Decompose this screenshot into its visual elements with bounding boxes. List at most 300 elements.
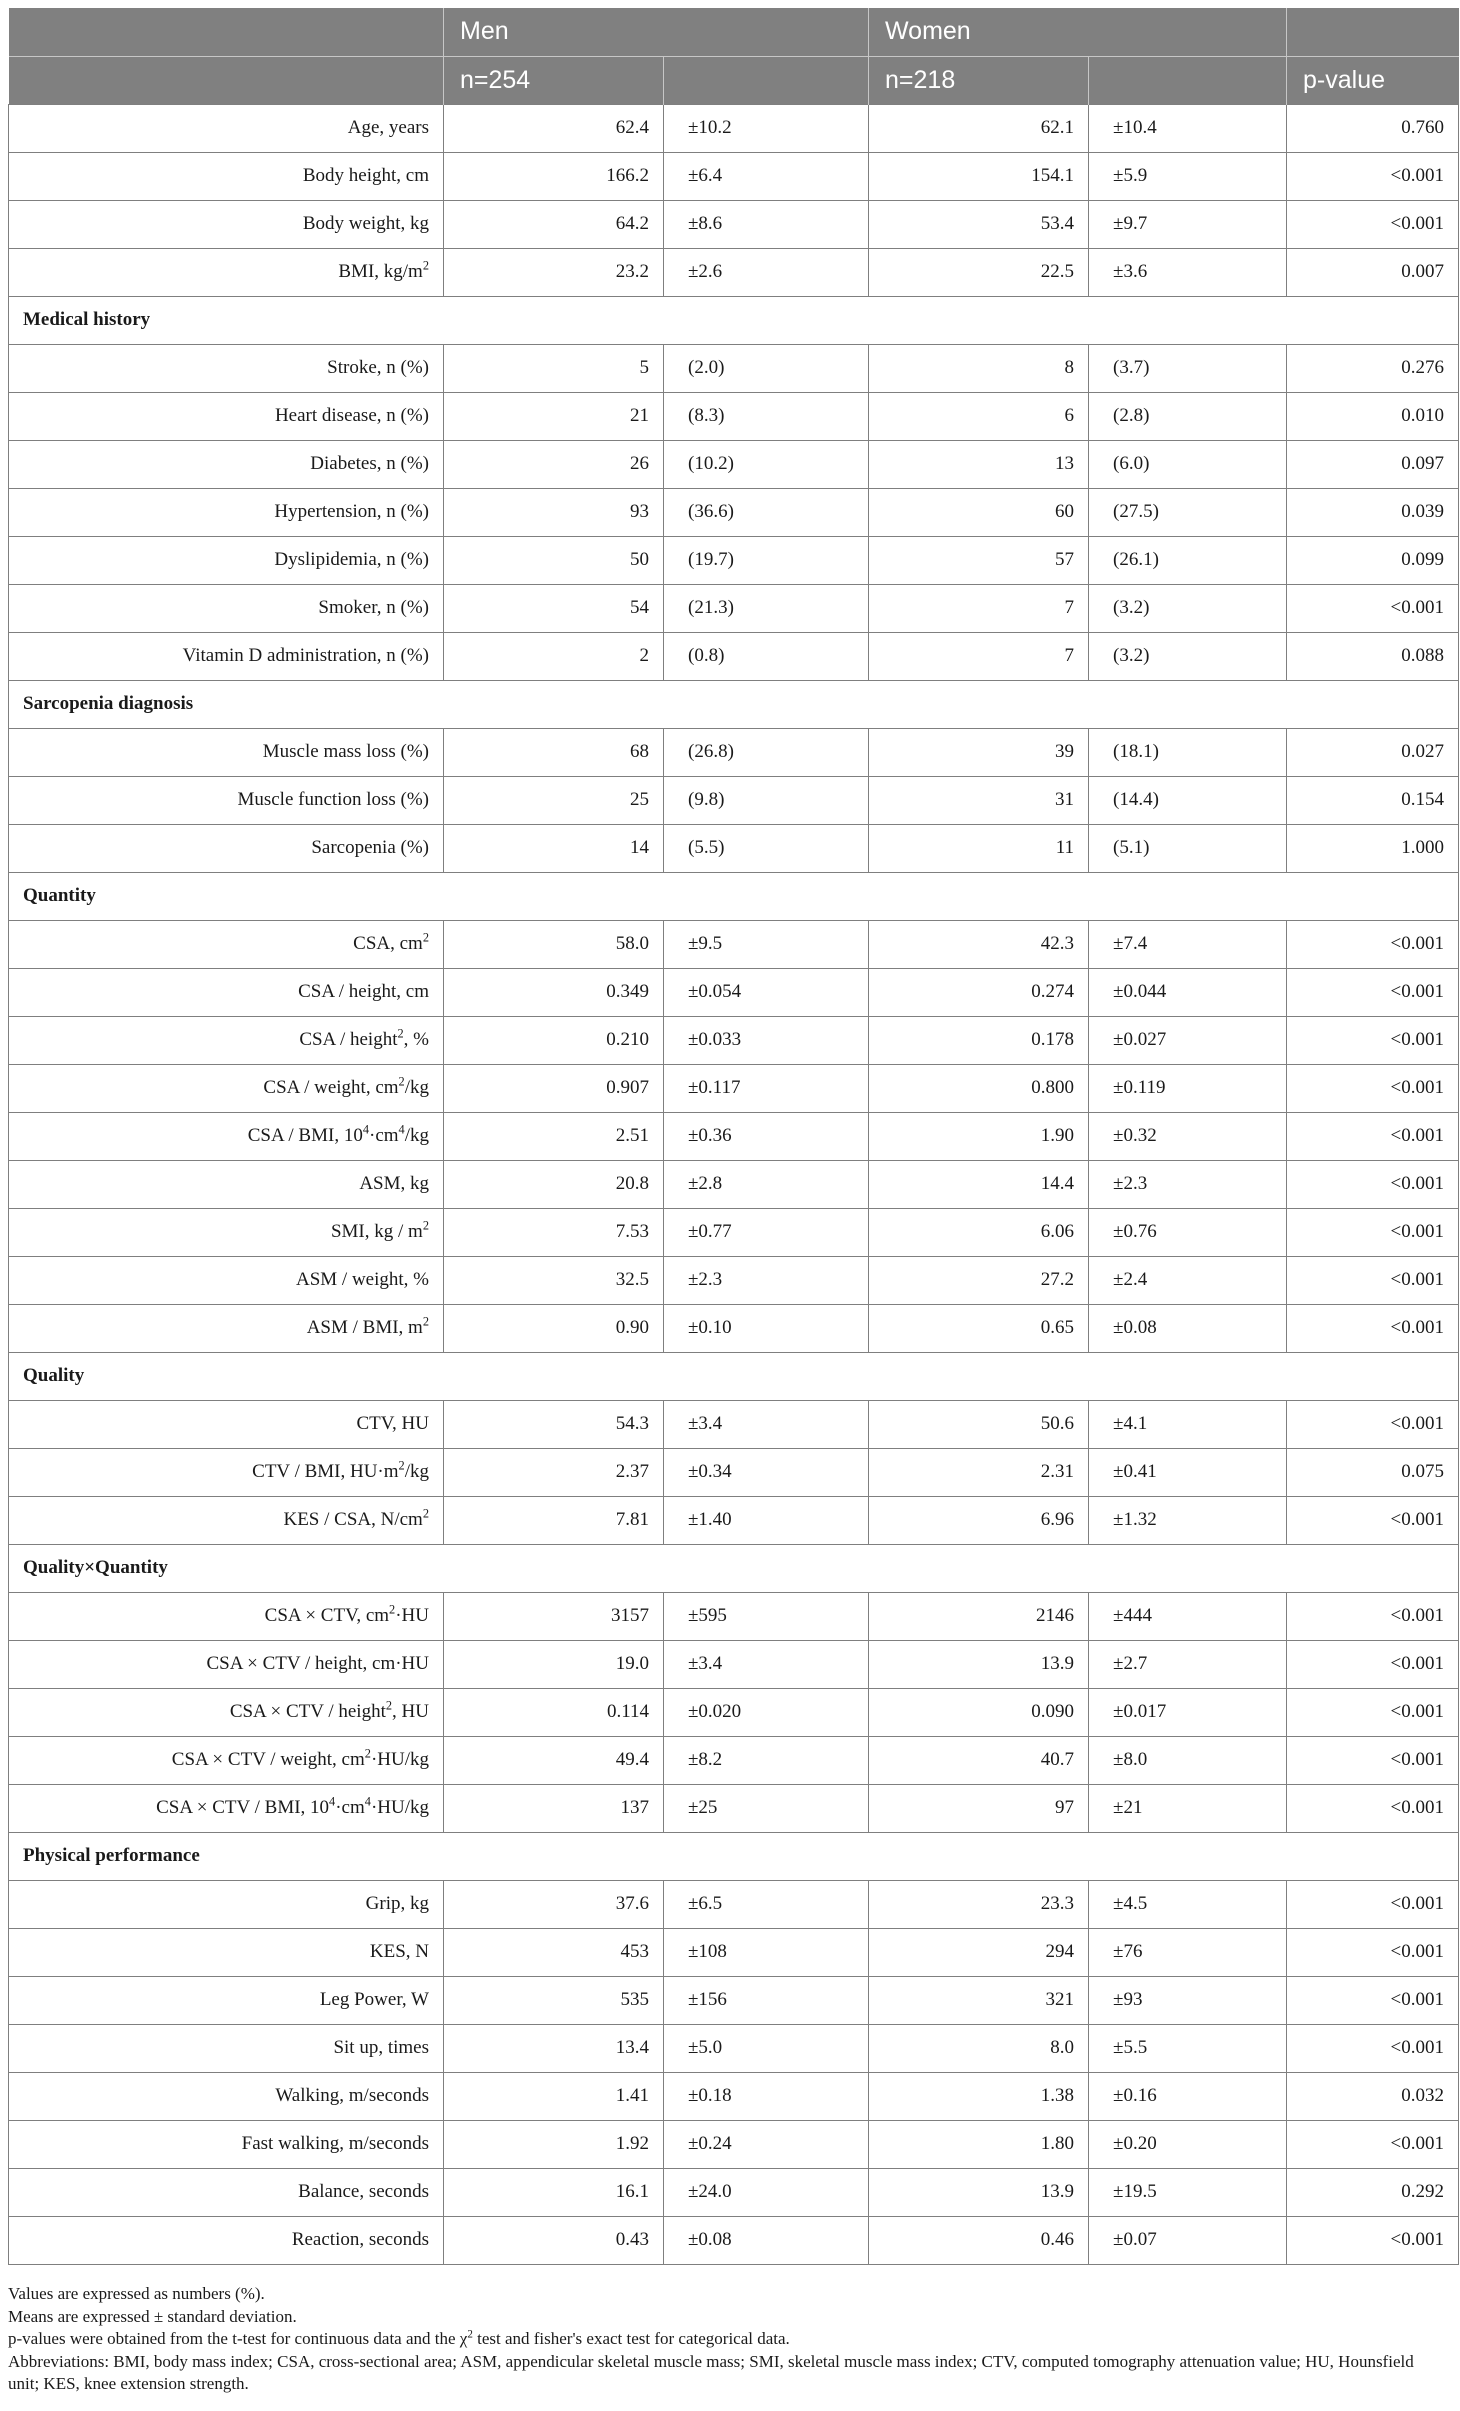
header-row-1	[9, 8, 1459, 56]
table-row	[9, 776, 1459, 824]
men-sd: ±3.4	[664, 1640, 869, 1688]
p-value: 1.000	[1287, 824, 1459, 872]
table-row	[9, 1784, 1459, 1832]
row-label: Sarcopenia (%)	[9, 824, 444, 872]
women-value: 13.9	[869, 1640, 1089, 1688]
women-value: 0.800	[869, 1064, 1089, 1112]
section-heading: Quality	[9, 1352, 1459, 1400]
p-value: <0.001	[1287, 1208, 1459, 1256]
women-value: 14.4	[869, 1160, 1089, 1208]
men-sd: (5.5)	[664, 824, 869, 872]
men-sd: (36.6)	[664, 488, 869, 536]
row-label: CSA × CTV / BMI, $10^4\cdot cm^4\cdot HU/kg$	[9, 1784, 444, 1832]
p-value: <0.001	[1287, 584, 1459, 632]
p-value: <0.001	[1287, 1400, 1459, 1448]
table-row	[9, 968, 1459, 1016]
table-row	[9, 1592, 1459, 1640]
table-row	[9, 2120, 1459, 2168]
header-pvalue: p-value	[1287, 56, 1459, 104]
row-label: Fast walking, m/seconds	[9, 2120, 444, 2168]
section-row	[9, 1544, 1459, 1592]
men-sd: (26.8)	[664, 728, 869, 776]
section-row	[9, 1832, 1459, 1880]
women-value: 8	[869, 344, 1089, 392]
men-sd: ±9.5	[664, 920, 869, 968]
p-value: 0.032	[1287, 2072, 1459, 2120]
women-value: 2146	[869, 1592, 1089, 1640]
women-sd: ±0.07	[1089, 2216, 1287, 2264]
women-sd: ±93	[1089, 1976, 1287, 2024]
women-sd: ±0.20	[1089, 2120, 1287, 2168]
table-row	[9, 728, 1459, 776]
men-value: 7.81	[444, 1496, 664, 1544]
men-value: 20.8	[444, 1160, 664, 1208]
men-sd: ±5.0	[664, 2024, 869, 2072]
women-sd: ±0.32	[1089, 1112, 1287, 1160]
p-value: <0.001	[1287, 968, 1459, 1016]
men-sd: (2.0)	[664, 344, 869, 392]
p-value: <0.001	[1287, 1976, 1459, 2024]
women-value: 13	[869, 440, 1089, 488]
men-sd: ±2.6	[664, 248, 869, 296]
row-label: ASM / weight, %	[9, 1256, 444, 1304]
section-row	[9, 1352, 1459, 1400]
women-sd: ±0.044	[1089, 968, 1287, 1016]
row-label: CSA × CTV, $cm^2\cdot HU$	[9, 1592, 444, 1640]
women-sd: (27.5)	[1089, 488, 1287, 536]
women-value: 42.3	[869, 920, 1089, 968]
men-value: 21	[444, 392, 664, 440]
men-value: 68	[444, 728, 664, 776]
women-sd: ±21	[1089, 1784, 1287, 1832]
table-row	[9, 1640, 1459, 1688]
men-value: 49.4	[444, 1736, 664, 1784]
women-sd: ±5.9	[1089, 152, 1287, 200]
women-sd: ±0.76	[1089, 1208, 1287, 1256]
p-value: 0.099	[1287, 536, 1459, 584]
men-sd: (19.7)	[664, 536, 869, 584]
men-sd: ±0.033	[664, 1016, 869, 1064]
p-value: <0.001	[1287, 1304, 1459, 1352]
men-value: 13.4	[444, 2024, 664, 2072]
section-heading: Physical performance	[9, 1832, 1459, 1880]
header-empty-cell	[9, 56, 444, 104]
women-sd: ±0.119	[1089, 1064, 1287, 1112]
p-value: 0.154	[1287, 776, 1459, 824]
women-sd: (3.2)	[1089, 632, 1287, 680]
row-label: CSA × CTV / height, cm·HU	[9, 1640, 444, 1688]
p-value: 0.007	[1287, 248, 1459, 296]
table-row	[9, 2072, 1459, 2120]
women-value: 50.6	[869, 1400, 1089, 1448]
row-label: KES / CSA, $N/cm^2$	[9, 1496, 444, 1544]
men-value: 137	[444, 1784, 664, 1832]
table-row	[9, 632, 1459, 680]
women-sd: ±0.017	[1089, 1688, 1287, 1736]
header-men-n: n=254	[444, 56, 664, 104]
table-row	[9, 200, 1459, 248]
footnote-line: p-values were obtained from the t-test for continuous data and the $\chi^2$ test and fisher's exact test for categorical data.	[8, 2328, 790, 2348]
p-value: <0.001	[1287, 1016, 1459, 1064]
men-sd: ±10.2	[664, 104, 869, 152]
header-men: Men	[444, 8, 869, 56]
table-row	[9, 584, 1459, 632]
women-sd: (6.0)	[1089, 440, 1287, 488]
table-row	[9, 536, 1459, 584]
section-row	[9, 872, 1459, 920]
table-row	[9, 1064, 1459, 1112]
characteristics-table	[8, 8, 1459, 2265]
women-value: 27.2	[869, 1256, 1089, 1304]
p-value: <0.001	[1287, 1640, 1459, 1688]
row-label: CSA, $cm^2$	[9, 920, 444, 968]
men-sd: ±2.3	[664, 1256, 869, 1304]
header-women: Women	[869, 8, 1287, 56]
p-value: <0.001	[1287, 1928, 1459, 1976]
row-label: Dyslipidemia, n (%)	[9, 536, 444, 584]
table-row	[9, 1256, 1459, 1304]
women-value: 154.1	[869, 152, 1089, 200]
men-sd: ±156	[664, 1976, 869, 2024]
women-sd: ±0.08	[1089, 1304, 1287, 1352]
p-value: 0.097	[1287, 440, 1459, 488]
table-row	[9, 1928, 1459, 1976]
footnote-line: Means are expressed ± standard deviation.	[8, 2306, 297, 2326]
p-value: <0.001	[1287, 920, 1459, 968]
women-value: 23.3	[869, 1880, 1089, 1928]
women-sd: (18.1)	[1089, 728, 1287, 776]
men-value: 0.210	[444, 1016, 664, 1064]
section-row	[9, 296, 1459, 344]
men-sd: (0.8)	[664, 632, 869, 680]
men-value: 16.1	[444, 2168, 664, 2216]
women-value: 97	[869, 1784, 1089, 1832]
men-value: 0.43	[444, 2216, 664, 2264]
p-value: 0.088	[1287, 632, 1459, 680]
men-sd: ±25	[664, 1784, 869, 1832]
men-sd: ±0.08	[664, 2216, 869, 2264]
men-sd: ±595	[664, 1592, 869, 1640]
women-sd: ±1.32	[1089, 1496, 1287, 1544]
women-sd: ±2.4	[1089, 1256, 1287, 1304]
men-sd: ±3.4	[664, 1400, 869, 1448]
p-value: <0.001	[1287, 2024, 1459, 2072]
row-label: Leg Power, W	[9, 1976, 444, 2024]
row-label: Stroke, n (%)	[9, 344, 444, 392]
women-value: 53.4	[869, 200, 1089, 248]
row-label: CSA × CTV / height$^2$, HU	[9, 1688, 444, 1736]
women-value: 0.274	[869, 968, 1089, 1016]
table-row	[9, 1400, 1459, 1448]
men-value: 26	[444, 440, 664, 488]
p-value: 0.010	[1287, 392, 1459, 440]
row-label: CSA / BMI, $10^4\cdot cm^4/kg$	[9, 1112, 444, 1160]
row-label: Body height, cm	[9, 152, 444, 200]
women-value: 13.9	[869, 2168, 1089, 2216]
p-value: <0.001	[1287, 2120, 1459, 2168]
row-label: CSA / height, cm	[9, 968, 444, 1016]
women-value: 1.90	[869, 1112, 1089, 1160]
men-value: 5	[444, 344, 664, 392]
women-sd: ±7.4	[1089, 920, 1287, 968]
p-value: <0.001	[1287, 1880, 1459, 1928]
women-value: 1.80	[869, 2120, 1089, 2168]
men-sd: ±1.40	[664, 1496, 869, 1544]
row-label: CSA × CTV / weight, $cm^2\cdot HU/kg$	[9, 1736, 444, 1784]
footnote-line: Abbreviations: BMI, body mass index; CSA, cross-sectional area; ASM, appendicular skeletal muscle mass; SMI, skeletal muscle mass index; CTV, computed tomography attenuation value; HU, Hounsfield unit; KES, knee extension strength.	[8, 2351, 1414, 2393]
table-row	[9, 1208, 1459, 1256]
women-value: 294	[869, 1928, 1089, 1976]
men-value: 1.41	[444, 2072, 664, 2120]
p-value: 0.276	[1287, 344, 1459, 392]
women-value: 40.7	[869, 1736, 1089, 1784]
women-sd: ±0.16	[1089, 2072, 1287, 2120]
row-label: Smoker, n (%)	[9, 584, 444, 632]
women-sd: (5.1)	[1089, 824, 1287, 872]
header-women-n: n=218	[869, 56, 1089, 104]
table-row	[9, 440, 1459, 488]
row-label: CSA / weight, $cm^2/kg$	[9, 1064, 444, 1112]
men-value: 2.51	[444, 1112, 664, 1160]
men-value: 23.2	[444, 248, 664, 296]
women-value: 60	[869, 488, 1089, 536]
men-sd: ±6.5	[664, 1880, 869, 1928]
men-sd: ±0.18	[664, 2072, 869, 2120]
women-value: 8.0	[869, 2024, 1089, 2072]
men-sd: ±0.77	[664, 1208, 869, 1256]
women-sd: ±9.7	[1089, 200, 1287, 248]
men-value: 62.4	[444, 104, 664, 152]
row-label: Hypertension, n (%)	[9, 488, 444, 536]
section-heading: Quantity	[9, 872, 1459, 920]
table-row	[9, 392, 1459, 440]
header-row-2	[9, 56, 1459, 104]
men-value: 2.37	[444, 1448, 664, 1496]
men-sd: ±0.24	[664, 2120, 869, 2168]
women-sd: ±8.0	[1089, 1736, 1287, 1784]
table-row	[9, 824, 1459, 872]
table-row	[9, 1688, 1459, 1736]
women-sd: ±2.3	[1089, 1160, 1287, 1208]
women-sd: (3.7)	[1089, 344, 1287, 392]
men-value: 32.5	[444, 1256, 664, 1304]
men-sd: ±108	[664, 1928, 869, 1976]
men-value: 19.0	[444, 1640, 664, 1688]
row-label: ASM, kg	[9, 1160, 444, 1208]
footnote-line: Values are expressed as numbers (%).	[8, 2284, 265, 2303]
women-sd: ±2.7	[1089, 1640, 1287, 1688]
men-sd: ±8.2	[664, 1736, 869, 1784]
row-label: Muscle function loss (%)	[9, 776, 444, 824]
women-value: 7	[869, 632, 1089, 680]
women-sd: ±19.5	[1089, 2168, 1287, 2216]
table-row	[9, 2024, 1459, 2072]
men-sd: (9.8)	[664, 776, 869, 824]
women-value: 321	[869, 1976, 1089, 2024]
row-label: Reaction, seconds	[9, 2216, 444, 2264]
p-value: <0.001	[1287, 1784, 1459, 1832]
women-value: 6	[869, 392, 1089, 440]
row-label: BMI, $kg/m^2$	[9, 248, 444, 296]
men-sd: ±6.4	[664, 152, 869, 200]
women-value: 39	[869, 728, 1089, 776]
men-sd: (21.3)	[664, 584, 869, 632]
men-value: 54	[444, 584, 664, 632]
men-sd: ±0.117	[664, 1064, 869, 1112]
women-sd: ±4.5	[1089, 1880, 1287, 1928]
p-value: <0.001	[1287, 1160, 1459, 1208]
p-value: <0.001	[1287, 1112, 1459, 1160]
table-row	[9, 1016, 1459, 1064]
men-sd: ±0.36	[664, 1112, 869, 1160]
men-sd: ±24.0	[664, 2168, 869, 2216]
women-sd: (2.8)	[1089, 392, 1287, 440]
men-value: 2	[444, 632, 664, 680]
men-value: 93	[444, 488, 664, 536]
men-sd: (10.2)	[664, 440, 869, 488]
row-label: Muscle mass loss (%)	[9, 728, 444, 776]
women-sd: ±5.5	[1089, 2024, 1287, 2072]
women-value: 6.06	[869, 1208, 1089, 1256]
women-sd: (14.4)	[1089, 776, 1287, 824]
row-label: Age, years	[9, 104, 444, 152]
men-sd: (8.3)	[664, 392, 869, 440]
men-sd: ±0.054	[664, 968, 869, 1016]
women-sd: ±0.41	[1089, 1448, 1287, 1496]
table-row	[9, 152, 1459, 200]
table-row	[9, 1304, 1459, 1352]
women-sd: ±0.027	[1089, 1016, 1287, 1064]
p-value: <0.001	[1287, 1256, 1459, 1304]
row-label: CTV, HU	[9, 1400, 444, 1448]
women-value: 0.65	[869, 1304, 1089, 1352]
p-value: <0.001	[1287, 1688, 1459, 1736]
table-body	[9, 104, 1459, 2264]
men-value: 0.907	[444, 1064, 664, 1112]
women-value: 31	[869, 776, 1089, 824]
table-row	[9, 1112, 1459, 1160]
men-value: 58.0	[444, 920, 664, 968]
men-value: 453	[444, 1928, 664, 1976]
row-label: CSA / height$^2$, %	[9, 1016, 444, 1064]
row-label: Balance, seconds	[9, 2168, 444, 2216]
row-label: CTV / BMI, $HU\cdot m^2/kg$	[9, 1448, 444, 1496]
p-value: <0.001	[1287, 1496, 1459, 1544]
women-value: 0.46	[869, 2216, 1089, 2264]
table-footnotes	[8, 2283, 1448, 2396]
p-value: <0.001	[1287, 1736, 1459, 1784]
section-heading: Sarcopenia diagnosis	[9, 680, 1459, 728]
women-value: 22.5	[869, 248, 1089, 296]
table-row	[9, 1736, 1459, 1784]
men-value: 14	[444, 824, 664, 872]
p-value: <0.001	[1287, 1592, 1459, 1640]
men-value: 166.2	[444, 152, 664, 200]
header-empty-cell	[9, 8, 444, 56]
row-label: Walking, m/seconds	[9, 2072, 444, 2120]
men-value: 0.114	[444, 1688, 664, 1736]
p-value: <0.001	[1287, 152, 1459, 200]
women-value: 0.090	[869, 1688, 1089, 1736]
women-value: 2.31	[869, 1448, 1089, 1496]
p-value: <0.001	[1287, 200, 1459, 248]
row-label: Heart disease, n (%)	[9, 392, 444, 440]
table-row	[9, 104, 1459, 152]
section-heading: Medical history	[9, 296, 1459, 344]
men-value: 64.2	[444, 200, 664, 248]
men-value: 7.53	[444, 1208, 664, 1256]
men-sd: ±8.6	[664, 200, 869, 248]
table-row	[9, 920, 1459, 968]
header-empty-cell	[1089, 56, 1287, 104]
row-label: SMI, kg / $m^2$	[9, 1208, 444, 1256]
table-row	[9, 1496, 1459, 1544]
women-sd: ±10.4	[1089, 104, 1287, 152]
women-value: 62.1	[869, 104, 1089, 152]
men-sd: ±0.34	[664, 1448, 869, 1496]
row-label: Grip, kg	[9, 1880, 444, 1928]
row-label: Sit up, times	[9, 2024, 444, 2072]
men-value: 0.90	[444, 1304, 664, 1352]
table-row	[9, 488, 1459, 536]
men-value: 535	[444, 1976, 664, 2024]
header-empty-cell	[664, 56, 869, 104]
women-value: 0.178	[869, 1016, 1089, 1064]
women-value: 7	[869, 584, 1089, 632]
p-value: 0.039	[1287, 488, 1459, 536]
p-value: <0.001	[1287, 2216, 1459, 2264]
men-value: 1.92	[444, 2120, 664, 2168]
p-value: <0.001	[1287, 1064, 1459, 1112]
women-sd: ±444	[1089, 1592, 1287, 1640]
men-sd: ±2.8	[664, 1160, 869, 1208]
men-value: 54.3	[444, 1400, 664, 1448]
p-value: 0.075	[1287, 1448, 1459, 1496]
table-row	[9, 1160, 1459, 1208]
p-value: 0.760	[1287, 104, 1459, 152]
table-row	[9, 344, 1459, 392]
table-row	[9, 2168, 1459, 2216]
women-sd: (3.2)	[1089, 584, 1287, 632]
table-row	[9, 1976, 1459, 2024]
row-label: KES, N	[9, 1928, 444, 1976]
header-empty-cell	[1287, 8, 1459, 56]
women-value: 6.96	[869, 1496, 1089, 1544]
men-value: 0.349	[444, 968, 664, 1016]
row-label: Vitamin D administration, n (%)	[9, 632, 444, 680]
table-row	[9, 1880, 1459, 1928]
women-sd: ±3.6	[1089, 248, 1287, 296]
table-row	[9, 2216, 1459, 2264]
section-heading: Quality×Quantity	[9, 1544, 1459, 1592]
row-label: ASM / BMI, $m^2$	[9, 1304, 444, 1352]
table-row	[9, 248, 1459, 296]
p-value: 0.292	[1287, 2168, 1459, 2216]
row-label: Body weight, kg	[9, 200, 444, 248]
women-value: 11	[869, 824, 1089, 872]
men-value: 50	[444, 536, 664, 584]
women-value: 1.38	[869, 2072, 1089, 2120]
row-label: Diabetes, n (%)	[9, 440, 444, 488]
women-sd: (26.1)	[1089, 536, 1287, 584]
table-row	[9, 1448, 1459, 1496]
men-sd: ±0.020	[664, 1688, 869, 1736]
men-value: 25	[444, 776, 664, 824]
p-value: 0.027	[1287, 728, 1459, 776]
women-value: 57	[869, 536, 1089, 584]
women-sd: ±4.1	[1089, 1400, 1287, 1448]
men-value: 37.6	[444, 1880, 664, 1928]
